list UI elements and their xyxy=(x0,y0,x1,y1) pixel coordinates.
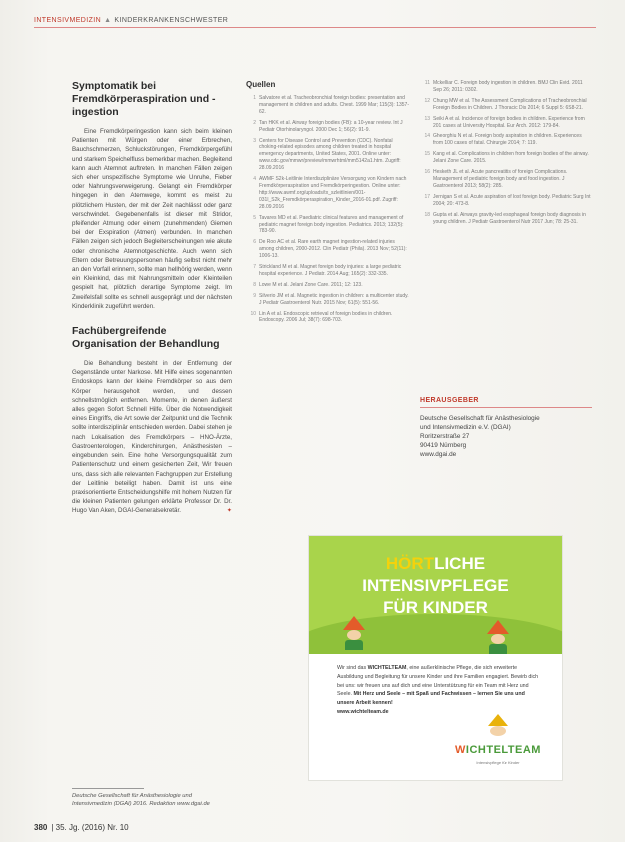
article-column xyxy=(72,80,232,516)
reference-number: 9 xyxy=(253,292,256,299)
reference-number: 12 xyxy=(424,97,430,104)
reference-item xyxy=(420,212,592,226)
reference-text: Lowe M et al. Jelani Zone Care. 2011; 12: 123. xyxy=(259,281,363,288)
publisher-title: HERAUSGEBER xyxy=(420,397,479,404)
publisher-box xyxy=(420,397,592,459)
sources-column xyxy=(246,80,411,328)
reference-text: Jernigan S et al. Acute aspiration of lost foreign body. Pediatric Surg Int 2004; 20: 473-8. xyxy=(433,193,591,207)
reference-item xyxy=(246,282,411,289)
section2-text: Die Behandlung besteht in der Entfernung der Gegenstände unter Narkose. Mit Hilfe eines sogenannten Endoskops kann der kleine Fremdkörper so aus dem Körper herausgeholt werden, und dessen schnellstmöglich entfernen. Momente, in denen äußerst alles gegen Sofort Schnell Hilfe. Über die Notwendigkeit eines Eingriffs, die Art sowie der Zeitpunkt und die Technik sollte interdisziplinär entschieden werden. Dabei stehen je nach Lokalisation des Fremdkörpers – HNO-Ärzte, Gastroenterologen, Kinderchirurgen, Anästhesisten – eingebunden sein. Eine hohe Versorgungsqualität zum Patientenschutz und einem gesicherten Zeit, Wir freuen uns, dass sich alle relevanten Fachgruppen zur Erstellung der Leitlinie beteiligt haben. Damit ist uns eine praxisorientierte Entscheidungshilfe mit hohem Nutzen für die kleinen Patienten gelungen erklärte Professor Dr. Dr. Hugo Van Aken, DGAI-Generalsekretär. xyxy=(72,360,232,515)
footnote: Deutsche Gesellschaft für Anästhesiologie und Intensivmedizin (DGAI) 2016. Redaktion www.dgai.de xyxy=(72,793,210,807)
reference-text: Salvatore et al. Tracheobronchial foreign bodies: presentation and management in children and adults. Chest. 1999 Mar; 115(3): 1357-62. xyxy=(259,95,409,115)
reference-text: Kang et al. Complications in children from foreign bodies of the airway. Jelani Zone Care. 2015. xyxy=(433,151,589,165)
reference-number: 5 xyxy=(253,214,256,221)
section2-paragraph xyxy=(72,359,232,515)
reference-item xyxy=(246,176,411,211)
reference-text: Mckelliar C. Foreign body ingestion in children. BMJ Clin Evid. 2011 Sep 26; 2011: 0302. xyxy=(433,80,583,93)
section1-title: Symptomatik bei Fremdkörperaspiration und -ingestion xyxy=(72,80,216,118)
reference-item xyxy=(246,239,411,260)
reference-item xyxy=(246,120,411,134)
section1-paragraph: Eine Fremdkörperingestion kann sich beim kleinen Patienten mit Würgen oder einer Erbrechen, Bauchschmerzen, Schluckstörungen, Fremdkörpergefühl und starkem Speichelfluss bemerkbar machen. Begleitend kann auch Atemnot auftreten. In manchen Fällen zeigen sich eher unspezifische Symptome wie Unruhe, Fieber oder Nahrungsverweigerung. Gelangt ein Fremdkörper hingegen in den Atemwege, kommt es meist zu plötzlichem Husten, der mit der Zeit nachlässt oder ganz verschwindet. Gegebenenfalls ist dieser mit Stridor, pfeifender Atmung oder einem (zunehmenden) Giemen bei der Exspiration (Atmen) verbunden. In manchen Fällen zeigen sich jedoch Begleiterscheinungen wie akute oder chronische Atemnotgeschichte. Auch wenn sich Eltern oder Betreuungspersonen häufig selbst nicht mehr an den Vorfall erinnern, sollte man hellhörig werden, wenn ein Kleinkind, das mit Nahrungsmitteln oder Kleinteilen gespielt hat, plötzlich derartige Symptome zeigt. Im Zweifelsfall sollte es schnell ausgeprägt und der nächsten Kinderklinik zugeführt werden. xyxy=(72,128,232,310)
ad-headline-line3: FÜR KINDER xyxy=(383,598,488,617)
ad-banner xyxy=(309,536,562,654)
reference-number: 10 xyxy=(250,310,256,317)
reference-text: Seiki A et al. Incidence of foreign bodies in children. Experience from 201 cases at University Hospital. Eur Arch. 2012: 179-84. xyxy=(433,115,585,129)
reference-item xyxy=(420,133,592,147)
wichtelteam-logo xyxy=(443,714,553,770)
reference-item xyxy=(420,80,592,94)
reference-item xyxy=(246,311,411,325)
logo-wordmark xyxy=(443,744,553,756)
ad-headline-line1 xyxy=(309,554,562,574)
reference-item xyxy=(246,95,411,116)
ad-body2: Bewirb dich bei uns: wir freuen uns auf dich und eine Unterstützung für ein Team mit Herz und Seele. xyxy=(337,673,539,698)
page-number: 380 xyxy=(34,823,48,832)
reference-number: 3 xyxy=(253,137,256,144)
running-header xyxy=(34,17,228,24)
reference-text: AWMF S2k-Leitlinie Interdisziplinäre Versorgung von Kindern nach Fremdkörperaspiration und Fremdkörperingestion. Online unter: http://www.awmf.org/uploads/tx_szleitlinien/001-031l_S2k_Fremdkörperaspiration_Kinder_2016-01.pdf. Zugriff: 28.09.2016 xyxy=(259,176,407,210)
reference-text: Tan HKK et al. Airway foreign bodies (FB): a 10-year review. Int J Pediatr Otorhinolaryngol. 2000 Dec 1; 56(2): 91-9. xyxy=(259,119,403,133)
footnote-rule xyxy=(72,788,144,789)
reference-item xyxy=(246,138,411,173)
logo-tagline: Intensivpflege für Kinder xyxy=(476,760,520,765)
reference-item xyxy=(246,264,411,278)
reference-text: Silverio JM et al. Magnetic ingestion in children: a multicenter study. J Pediatr Gastroenterol Nutr. 2015 Nov; 61(5): 551-56. xyxy=(259,292,409,306)
reference-text: Gupta et al. Airways gravity-led esophageal foreign body diagnosis in young children. J Pediatr Gastroenterol Nutr 2017 Jun; 78: 25-31. xyxy=(433,211,586,225)
reference-number: 15 xyxy=(424,151,430,158)
ad-body xyxy=(337,664,542,717)
reference-number: 4 xyxy=(253,176,256,183)
ad-body1-pre: Wir sind das xyxy=(337,665,368,671)
reference-text: De Roo AC et al. Rare earth magnet ingestion-related injuries among children, 2000-2012. Clin Pediatr (Phila). 2013 Nov; 52(11): 1006-13. xyxy=(259,239,407,260)
reference-item xyxy=(420,194,592,208)
publisher-line: Deutsche Gesellschaft für Anästhesiologie xyxy=(420,415,540,422)
reference-number: 8 xyxy=(253,281,256,288)
reference-text: Gheorghiu N et al. Foreign body aspiration in children. Experiences from 100 cases of fatal. Chirurgie 2014; 7: 119. xyxy=(433,133,582,147)
reference-item xyxy=(420,169,592,190)
header-rule xyxy=(34,27,596,28)
reference-number: 11 xyxy=(424,80,430,86)
logo-gnome-icon xyxy=(485,714,511,742)
reference-list-a xyxy=(246,95,411,324)
header-section: KINDERKRANKENSCHWESTER xyxy=(114,17,229,24)
reference-text: Strickland M et al. Magnet foreign body injuries: a large pediatric hospital experience. J Pediatr. 2014 Aug; 165(2): 332-335. xyxy=(259,264,402,277)
reference-number: 16 xyxy=(424,169,430,176)
logo-letters: ICHTELTEAM xyxy=(465,744,541,756)
ad-headline-line2: INTENSIVPFLEGE xyxy=(362,576,509,595)
publisher-line: Roritzerstraße 27 xyxy=(420,433,470,440)
header-separator-icon: ▲ xyxy=(104,17,112,24)
ad-body3: Mit Herz und Seele – mit Spaß und Fachwissen – lernen Sie uns und unsere Arbeit kennen! xyxy=(337,691,525,707)
reference-number: 17 xyxy=(424,193,430,200)
ad-url-link[interactable]: www.wichtelteam.de xyxy=(337,708,389,715)
reference-number: 1 xyxy=(253,95,256,101)
publisher-rule xyxy=(420,407,592,408)
header-category: INTENSIVMEDIZIN xyxy=(34,17,102,24)
section2-title: Fachübergreifende Organisation der Behandlung xyxy=(72,325,220,351)
reference-number: 7 xyxy=(253,264,256,271)
publisher-line: und Intensivmedizin e.V. (DGAI) xyxy=(420,424,511,431)
ad-headline-rest: LICHE xyxy=(434,554,486,573)
ad-body1-post: , eine außerklinische Pflege, die sich erweiterte Ausbildung und Begleitung für unsere Kinder und ihre Familien engagiert. xyxy=(337,665,518,680)
reference-number: 13 xyxy=(424,115,430,122)
reference-item xyxy=(246,293,411,307)
reference-item xyxy=(420,98,592,112)
reference-item xyxy=(420,116,592,130)
sources-title: Quellen xyxy=(246,80,276,89)
reference-text: Lin A et al. Endoscopic retrieval of foreign bodies in children. Endoscopy. 2006 Jul; 38(7): 698-703. xyxy=(259,310,393,324)
reference-text: Chung MW et al. The Assessment Complications of Tracheobronchial Foreign Bodies in Children. J Thoracic Dis 2014; 6 Suppl 5: 6S8-21. xyxy=(433,97,587,111)
reference-text: Centers for Disease Control and Prevention (CDC). Nonfatal choking-related episodes among children treated in hospital emergency departments, United States, 2001. Online unter: www.cdc.gov/mmwr/preview/mmwrhtml/mm5142a1.htm. Zugriff: 28.09.2016 xyxy=(259,137,401,172)
reference-number: 18 xyxy=(424,211,430,218)
folio xyxy=(34,823,129,832)
reference-number: 14 xyxy=(424,133,430,140)
reference-item xyxy=(420,151,592,165)
gnome-right-icon xyxy=(487,620,509,654)
advertisement[interactable] xyxy=(309,536,562,780)
issue-info: | 35. Jg. (2016) Nr. 10 xyxy=(51,823,129,832)
reference-text: Tavares MD et al. Paediatric clinical features and management of pediatric magnet foreign body ingestion. Pediatrics. 2013; 132(5): 783-90. xyxy=(259,214,404,235)
reference-number: 6 xyxy=(253,239,256,246)
logo-letter-w: W xyxy=(455,744,466,756)
end-mark-icon: ✦ xyxy=(226,507,232,515)
ad-body1-brand: WICHTELTEAM xyxy=(367,665,407,671)
sources-column-continued xyxy=(420,80,592,229)
publisher-url[interactable]: www.dgai.de xyxy=(420,451,457,458)
publisher-line: 90419 Nürnberg xyxy=(420,442,467,449)
reference-text: Hesketh JL et al. Acute pancreatitis of foreign Complications. Management of pediatric foreign body and food ingestion. J Gastroenterol 2013; 58(2): 285. xyxy=(433,169,568,189)
reference-list-b xyxy=(420,80,592,225)
reference-number: 2 xyxy=(253,119,256,126)
reference-item xyxy=(246,215,411,236)
gnome-left-icon xyxy=(343,616,365,650)
ad-headline-prefix: HÖRT xyxy=(385,554,435,573)
